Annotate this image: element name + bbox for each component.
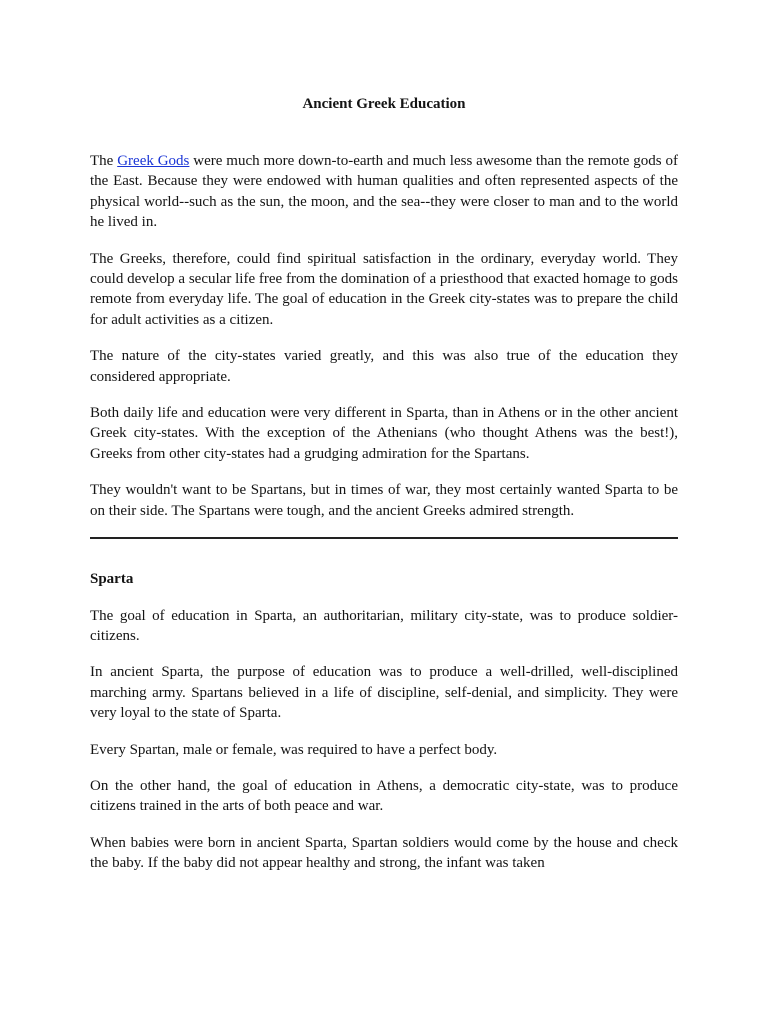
document-body xyxy=(90,151,678,890)
paragraph-greek-gods xyxy=(90,151,678,233)
paragraph-perfect-body: Every Spartan, male or female, was required to have a perfect body. xyxy=(90,741,498,758)
paragraph-city-states-nature: The nature of the city-states varied greatly, and this was also true of the education they considered appropriate. xyxy=(90,348,678,385)
paragraph-sparta-goal: The goal of education in Sparta, an authoritarian, military city-state, was to produce soldier-citizens. xyxy=(90,607,678,644)
paragraph-sparta-athens: Both daily life and education were very different in Sparta, than in Athens or in the other ancient Greek city-states. With the exception of the Athenians (who thought Athens was the best!), Greeks from other city-states had a grudging admiration for the Spartans. xyxy=(90,405,678,462)
section-heading-sparta: Sparta xyxy=(90,571,134,588)
section-divider xyxy=(90,537,678,539)
paragraph-text: The xyxy=(90,153,118,169)
paragraph-sparta-purpose: In ancient Sparta, the purpose of education was to produce a well-drilled, well-disciplined marching army. Spartans believed in a life of discipline, self-denial, and simplicity. They were very loyal to the state of Sparta. xyxy=(90,664,678,722)
paragraph-spiritual-satisfaction: The Greeks, therefore, could find spiritual satisfaction in the ordinary, everyday world. They could develop a secular life free from the domination of a priesthood that exacted homage to gods remote from everyday life. The goal of education in the Greek city-states was to prepare the child for adult activities as a citizen. xyxy=(90,250,678,328)
paragraph-athens-goal: On the other hand, the goal of education in Athens, a democratic city-state, was to produce citizens trained in the arts of both peace and war. xyxy=(90,777,678,815)
paragraph-times-of-war: They wouldn't want to be Spartans, but in times of war, they most certainly wanted Sparta to be on their side. The Spartans were tough, and the ancient Greeks admired strength. xyxy=(90,482,678,519)
page-title: Ancient Greek Education xyxy=(302,96,466,112)
paragraph-text: were much more down-to-earth and much less awesome than the remote gods of the East. Because they were endowed with human qualities and often represented aspects of the physical world--such as the sun, the moon, and the sea--they were closer to man and to the world he lived in. xyxy=(90,153,678,231)
paragraph-babies-born: When babies were born in ancient Sparta, Spartan soldiers would come by the house and check the baby. If the baby did not appear healthy and strong, the infant was taken xyxy=(90,834,678,872)
greek-gods-link[interactable]: Greek Gods xyxy=(117,153,190,169)
